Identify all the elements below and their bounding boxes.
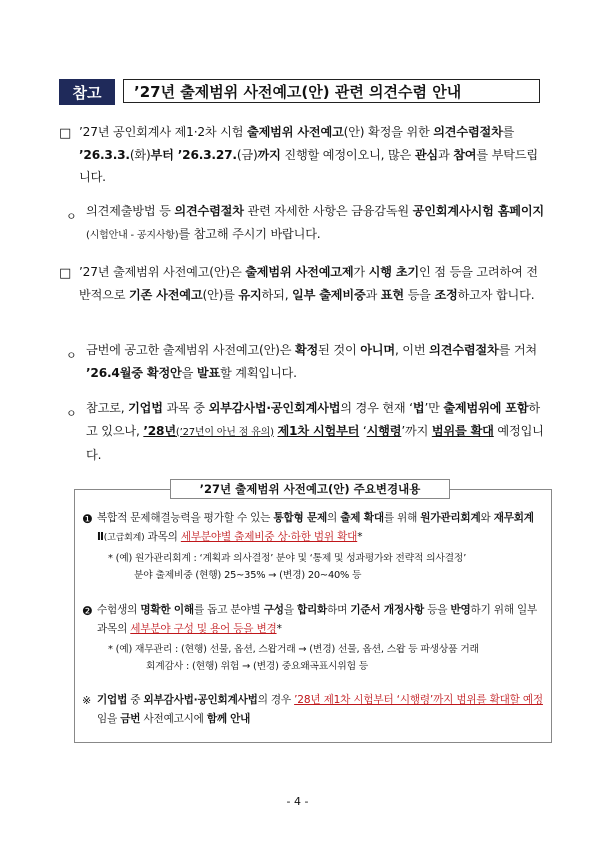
summary-item-2-example bbox=[108, 641, 548, 675]
text: 하고 있으나, bbox=[86, 401, 540, 438]
text: 를 부탁드립니다. bbox=[79, 147, 538, 184]
text-bold: 의견수렴절차 bbox=[429, 343, 499, 357]
text: 의 경우 현재 ‘ bbox=[340, 401, 413, 415]
section1-paragraph bbox=[79, 121, 545, 189]
text: ’까지 bbox=[401, 423, 432, 438]
text-bold: 구성 bbox=[263, 604, 284, 616]
text: ‘ bbox=[359, 423, 367, 438]
text-bold: 유지 bbox=[238, 287, 262, 302]
section1-subparagraph bbox=[86, 200, 545, 247]
square-bullet: □ bbox=[59, 126, 72, 141]
number-two-icon: ❷ bbox=[82, 604, 93, 618]
page-title-text: ’27년 출제범위 사전예고(안) 관련 의견수렴 안내 bbox=[134, 82, 462, 101]
text: 복합적 문제해결능력을 평가할 수 있는 bbox=[97, 512, 274, 524]
text: 하고자 합니다. bbox=[457, 287, 535, 302]
text: 관련 자세한 사항은 금융감독원 bbox=[243, 204, 413, 218]
text: 하되, bbox=[261, 287, 293, 302]
text: 의 bbox=[327, 512, 341, 524]
text-small: (고급회계) bbox=[103, 533, 145, 543]
circle-bullet: ㅇ bbox=[66, 210, 77, 223]
text: 임을 bbox=[97, 713, 121, 725]
text: 사전예고시에 bbox=[140, 713, 207, 725]
text: , 이번 bbox=[394, 343, 430, 357]
text-bold: 의견수렴절차 bbox=[433, 125, 503, 139]
text: ’27년 공인회계사 제1·2차 시험 bbox=[79, 125, 247, 139]
section2-subparagraph-2 bbox=[86, 397, 545, 467]
text-bold: 참여 bbox=[453, 147, 477, 162]
text: 과 bbox=[437, 147, 454, 162]
note-mark: ※ bbox=[82, 694, 92, 707]
text: 과목 중 bbox=[162, 401, 209, 415]
text-bold: 명확한 이해 bbox=[140, 604, 194, 616]
example-line: 분야 출제비중 (현행) 25~35% → (변경) 20~40% 등 bbox=[134, 570, 362, 581]
text-small-underline: (’27년이 아닌 점 유의) bbox=[175, 426, 274, 438]
summary-box-title bbox=[170, 479, 450, 499]
text: 예정입니다. bbox=[86, 423, 544, 462]
text-bold-underline: ’28년 bbox=[143, 423, 176, 438]
section2-paragraph bbox=[79, 261, 545, 306]
text: 등을 bbox=[424, 604, 451, 616]
text-bold: 안내 bbox=[230, 713, 251, 725]
text-bold: 외부감사법·공인회계사법 bbox=[143, 694, 258, 706]
text: 를 bbox=[223, 287, 239, 302]
text: 하며 bbox=[327, 604, 351, 616]
text-bold: 기존 사전예고 bbox=[128, 287, 203, 302]
reference-tag: 참고 bbox=[59, 79, 115, 105]
summary-box-title-text: ’27년 출제범위 사전예고(안) 주요변경내용 bbox=[199, 482, 421, 496]
text: 중 bbox=[127, 694, 144, 706]
text: 된 것이 bbox=[318, 343, 361, 357]
page-title bbox=[123, 79, 540, 103]
text-bold: 통합형 문제 bbox=[273, 512, 328, 524]
text-bold: 출제범위 사전예고 bbox=[247, 125, 344, 139]
text: 수험생의 bbox=[97, 604, 141, 616]
text-bold-underline: 시행령 bbox=[366, 423, 402, 438]
text-bold: 관심 bbox=[414, 147, 438, 162]
text-bold: 부터 bbox=[150, 147, 178, 162]
text-bold-underline: 범위를 확대 bbox=[431, 423, 494, 438]
text-bold: 합리화 bbox=[296, 604, 328, 616]
text-bold: ’26.3.3. bbox=[79, 147, 130, 162]
text-bold: 아니며 bbox=[360, 343, 395, 357]
text-bold: 의견수렴절차 bbox=[174, 204, 244, 218]
text: 의 경우 bbox=[257, 694, 295, 706]
text-bold: 외부감사법·공인회계사법 bbox=[208, 401, 341, 415]
text-red-underline: 세부분야 구성 및 용어 등을 변경 bbox=[130, 623, 277, 635]
text: 를 돕고 분야별 bbox=[193, 604, 264, 616]
text: 과 bbox=[365, 287, 381, 302]
example-line: * (예) 재무관리 : (현행) 선물, 옵션, 스왑거래 → (변경) 선물, 옵션, 스왑 등 파생상품 거래 bbox=[108, 644, 479, 655]
text-bold: 표현 bbox=[380, 287, 404, 302]
text: 인 점 등을 고려하여 전반적으로 bbox=[79, 265, 538, 302]
text: 하기 위해 일부과목의 bbox=[97, 604, 538, 635]
text: 금번에 공고한 출제범위 사전예고(안)은 bbox=[86, 343, 295, 357]
text-bold-underline: 제1차 시험부터 bbox=[277, 423, 360, 438]
text: 를 bbox=[502, 125, 515, 139]
text-bold: 시행 초기 bbox=[368, 265, 420, 279]
text: * bbox=[357, 531, 363, 543]
text-red-underline: 세부분야별 출제비중 상·하한 범위 확대 bbox=[180, 531, 358, 543]
text: 진행할 예정이오니, 많은 bbox=[280, 147, 415, 162]
text-bold: 함께 bbox=[206, 713, 227, 725]
text-red-underline: ’28년 제1차 시험부터 ‘시행령’까지 범위를 확대할 예정 bbox=[294, 694, 543, 706]
text: (금) bbox=[236, 147, 258, 162]
text-bold: 일부 출제비중 bbox=[292, 287, 366, 302]
text: (안) bbox=[202, 287, 224, 302]
text-bold: 금번 bbox=[120, 713, 141, 725]
text-bold: 발표 bbox=[196, 365, 221, 380]
text-bold: 출제범위 사전예고제 bbox=[245, 265, 354, 279]
summary-note bbox=[97, 691, 543, 729]
page-number: - 4 - bbox=[286, 795, 309, 808]
text: (안) 확정을 위한 bbox=[343, 125, 434, 139]
text: 의견제출방법 등 bbox=[86, 204, 175, 218]
circle-bullet: ㅇ bbox=[66, 349, 77, 362]
text-bold: 기업법 bbox=[128, 401, 163, 415]
text: ’만 bbox=[424, 401, 444, 415]
summary-item-1-example bbox=[108, 550, 548, 584]
section2-subparagraph-1 bbox=[86, 339, 545, 384]
text: 을 bbox=[283, 604, 297, 616]
text: 를 거쳐 bbox=[498, 343, 537, 357]
text-bold: 확정 bbox=[294, 343, 319, 357]
summary-item-1 bbox=[97, 509, 543, 548]
text-bold: 공인회계사시험 홈페이지 bbox=[412, 204, 545, 218]
text-bold: 기준서 개정사항 bbox=[350, 604, 425, 616]
text: (화) bbox=[129, 147, 151, 162]
summary-item-2 bbox=[97, 601, 543, 639]
text: 가 bbox=[353, 265, 369, 279]
text-bold: 출제 확대 bbox=[340, 512, 384, 524]
text: 참고로, bbox=[86, 401, 129, 415]
text-bold: 법 bbox=[412, 401, 425, 415]
text: 등을 bbox=[403, 287, 435, 302]
text-bold: ’26.4월중 확정안 bbox=[86, 365, 182, 380]
text-bold: 반영 bbox=[450, 604, 471, 616]
text-bold: 재무회계Ⅱ bbox=[97, 512, 534, 543]
square-bullet: □ bbox=[59, 266, 72, 281]
text-bold: 조정 bbox=[434, 287, 458, 302]
text: ’27년 출제범위 사전예고(안)은 bbox=[79, 265, 246, 279]
text-bold: ’26.3.27. bbox=[177, 147, 237, 162]
text-bold: 까지 bbox=[257, 147, 281, 162]
text: 를 위해 bbox=[383, 512, 421, 524]
text-bold: 출제범위에 포함 bbox=[443, 401, 529, 415]
circle-bullet: ㅇ bbox=[66, 407, 77, 420]
text: 할 계획입니다. bbox=[220, 365, 297, 380]
text-bold: 원가관리회계 bbox=[420, 512, 481, 524]
text: 를 참고해 주시기 바랍니다. bbox=[178, 226, 321, 241]
text-bold: 기업법 bbox=[97, 694, 128, 706]
text: * bbox=[276, 623, 282, 635]
example-line: * (예) 원가관리회계 : ‘계획과 의사결정’ 분야 및 ‘통제 및 성과평가와 전략적 의사결정’ bbox=[108, 553, 467, 564]
text-small: (시험안내 - 공지사항) bbox=[86, 229, 179, 241]
example-line: 회계감사 : (현행) 위험 → (변경) 중요왜곡표시위험 등 bbox=[146, 661, 369, 672]
text: 을 bbox=[181, 365, 197, 380]
text: 과목의 bbox=[144, 531, 181, 543]
number-one-icon: ❶ bbox=[82, 512, 93, 526]
text: 와 bbox=[480, 512, 494, 524]
